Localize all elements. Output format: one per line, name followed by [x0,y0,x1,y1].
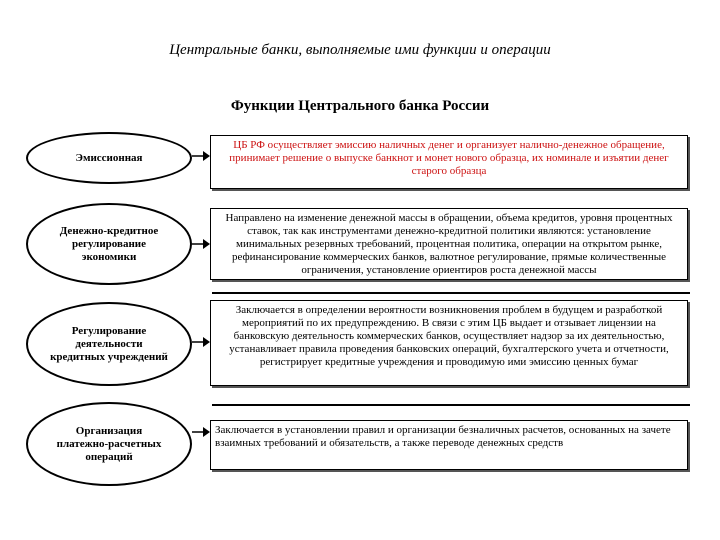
function-label: Организация платежно-расчетных операций [56,424,162,463]
function-description-payment-operations [210,420,688,470]
arrow-icon [192,238,210,250]
function-node-emission [26,132,192,184]
function-label: Эмиссионная [75,151,143,164]
function-description-emission [210,135,688,189]
function-label: Регулирование деятельности кредитных учреждений [50,324,168,363]
description-text: Направлено на изменение денежной массы в обращении, объема кредитов, уровня процентных ставок, так как инструментами денежно-кредитной политики являются: установление минимальных резервных требований, процентная политика, операции на открытом рынке, рефинансирование коммерческих банков, валютное регулирование, прямые количественные ограничения, установление ориентиров роста денежной массы [225,212,673,276]
diagram-title: Функции Центрального банка России [230,98,490,114]
arrow-icon [192,150,210,162]
arrow-icon [192,336,210,348]
function-node-credit-institutions [26,302,192,386]
description-text: ЦБ РФ осуществляет эмиссию наличных денег и организует налично-денежное обращение, принимает решение о выпуске банкнот и монет нового образца, их номинале и изъятии денег старого образца [229,139,669,177]
arrow-icon [192,426,210,438]
function-description-credit-institutions [210,300,688,386]
function-node-monetary-regulation [26,203,192,285]
separator-line [212,292,690,294]
separator-line [212,404,690,406]
function-description-monetary-regulation [210,208,688,280]
slide-title: Центральные банки, выполняемые ими функции и операции [169,42,551,58]
function-node-payment-operations [26,402,192,486]
description-text: Заключается в установлении правил и организации безналичных расчетов, основанных на зачете взаимных требований и обязательств, а также переводе денежных средств [215,424,671,449]
function-label: Денежно-кредитное регулирование экономики [59,224,159,263]
description-text: Заключается в определении вероятности возникновения проблем в будущем и разработкой мероприятий по их предупреждению. В связи с этим ЦБ выдает и отзывает лицензии на банковскую деятельность коммерческих банков, осуществляет надзор за их деятельностью, устанавливает правила проведения банковских операций, бухгалтерского учета и отчетности, регистрирует кредитные учреждения и проводимую ими эмиссию ценных бумаг [229,304,669,368]
